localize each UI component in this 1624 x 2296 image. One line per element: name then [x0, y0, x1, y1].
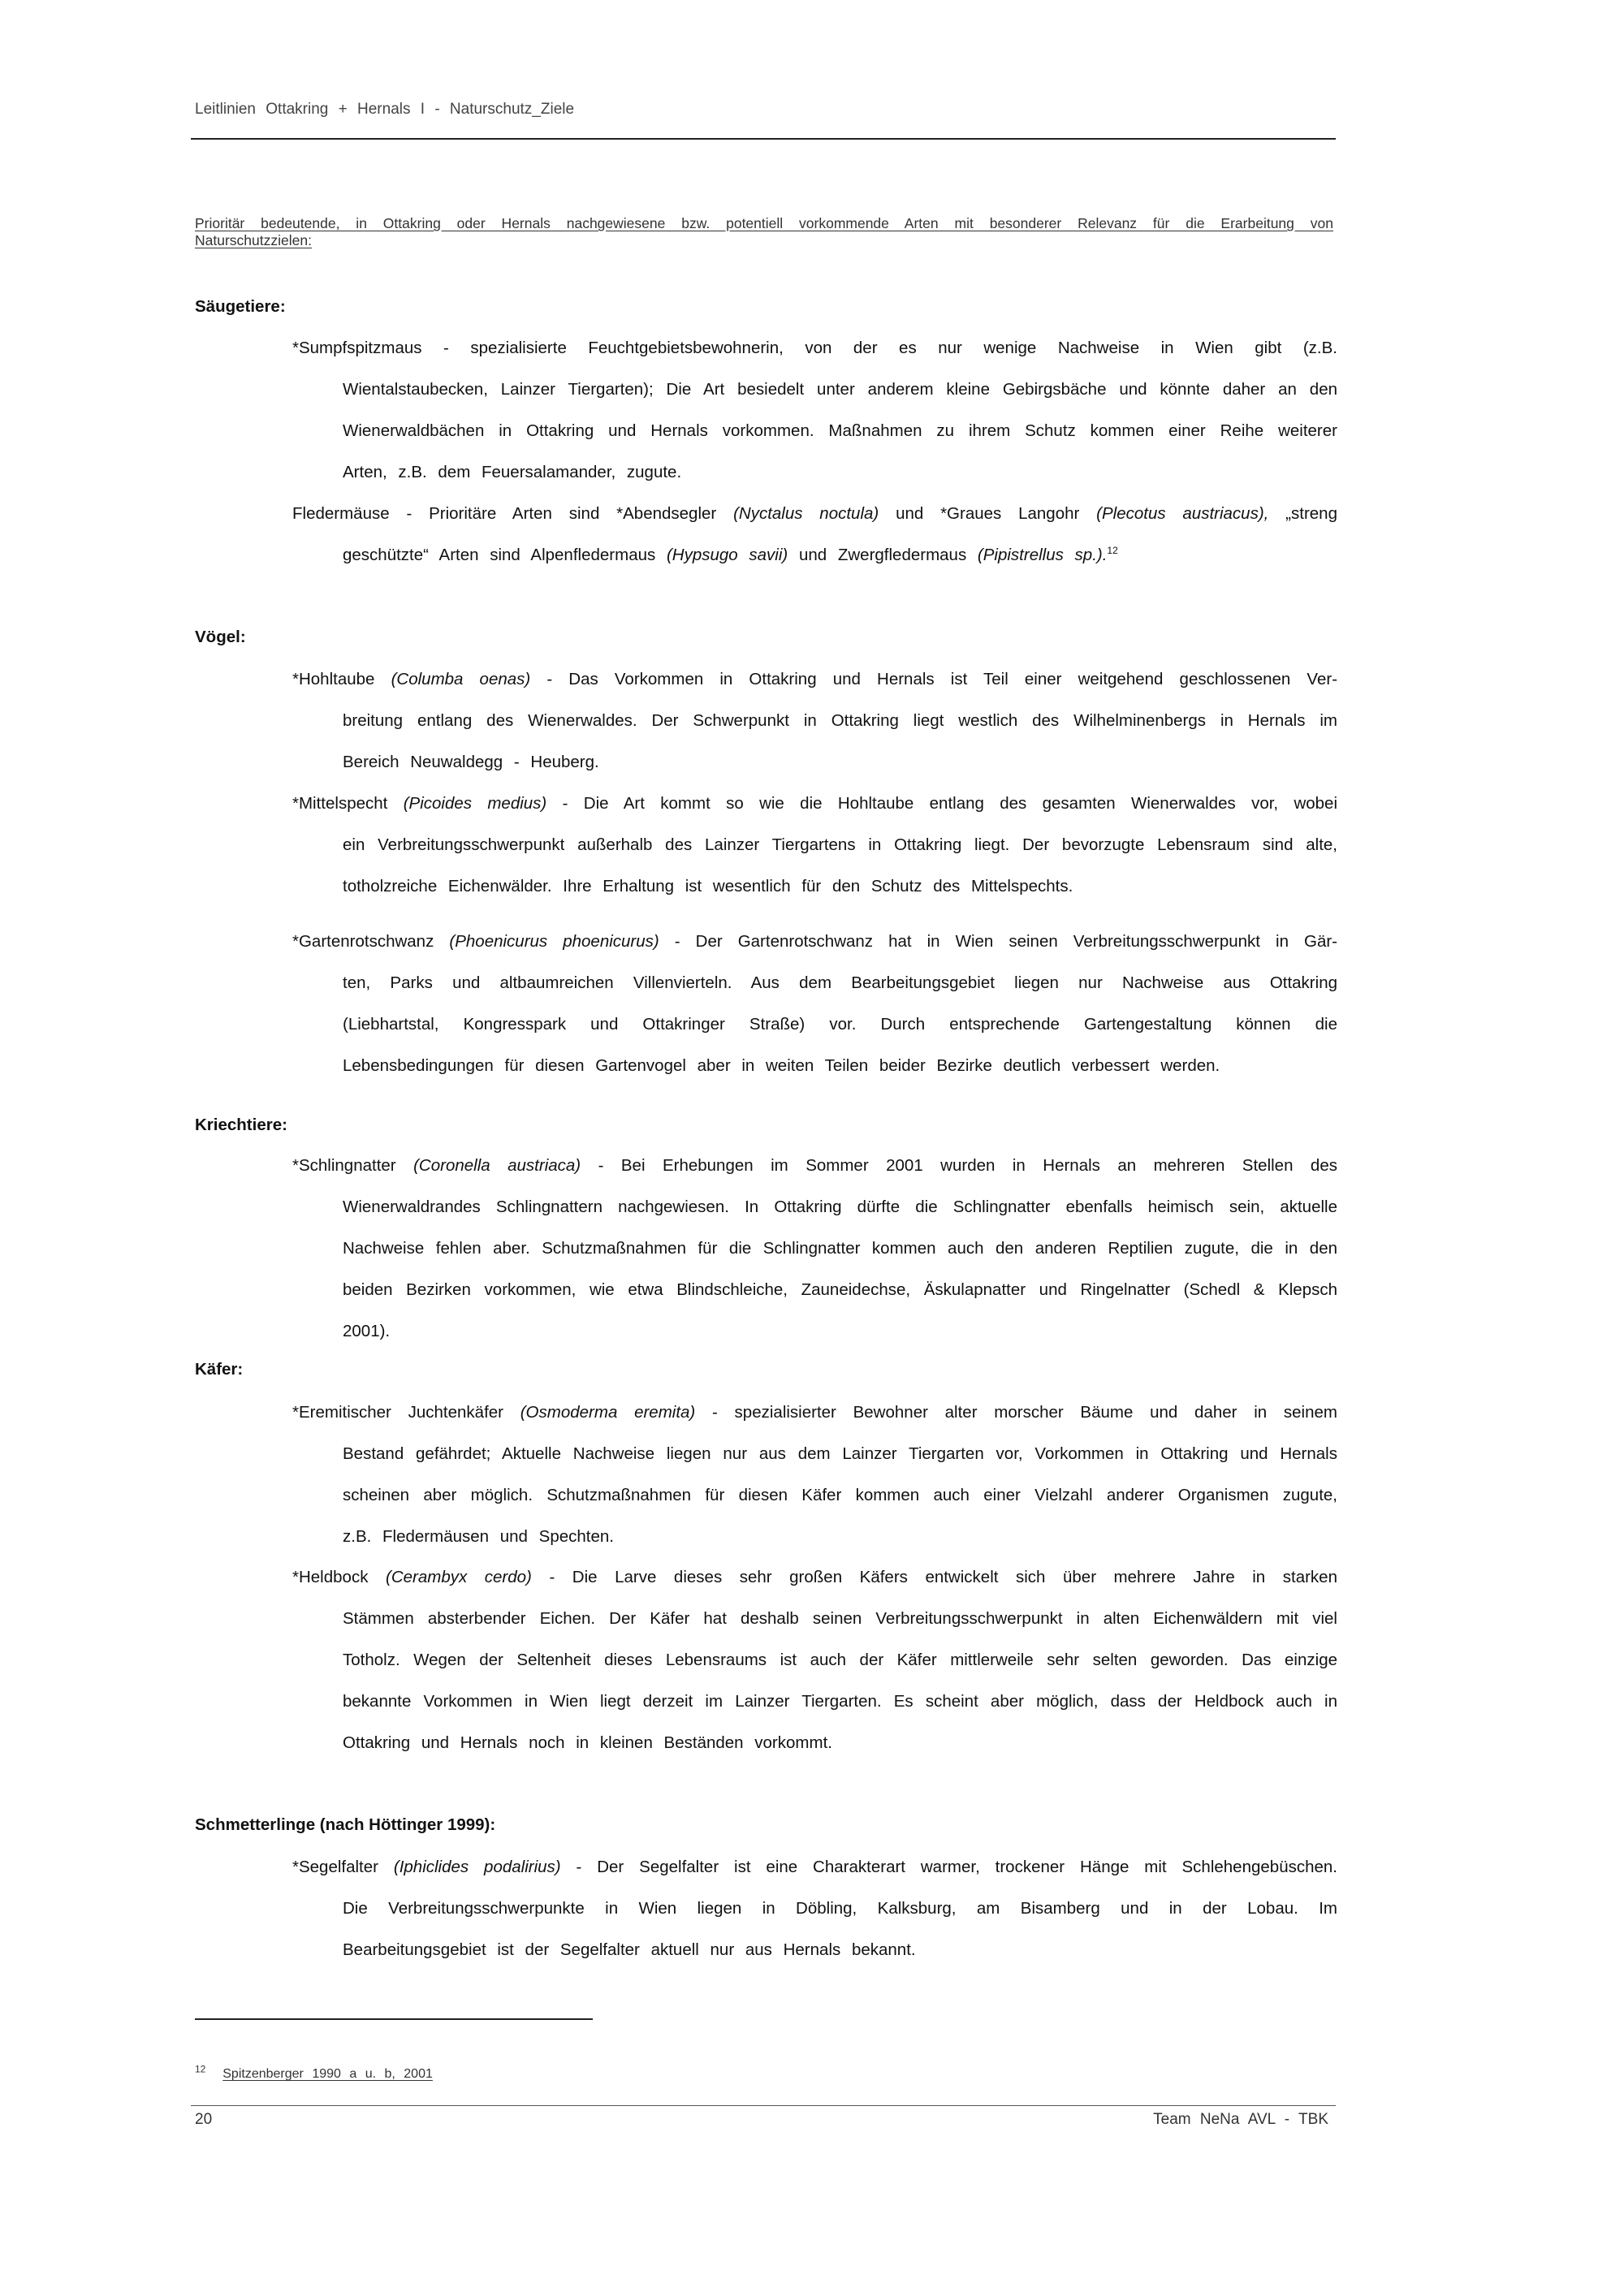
footnote [195, 2063, 433, 2082]
entry-juchtenkaefer [292, 1392, 1337, 1557]
header-rule [191, 138, 1336, 140]
entry-first-line: *Mittelspecht (Picoides medius) - Die Art kommt so wie die Hohltaube entlang des gesamten Wienerwaldes vor, wobei [292, 794, 1338, 813]
entry-schlingnatter [292, 1145, 1337, 1352]
running-header: Leitlinien Ottakring + Hernals I - Naturschutz_Ziele [195, 101, 575, 118]
entry-body: Wientalstaubecken, Lainzer Tiergarten); Die Art besiedelt unter anderem kleine Gebirgsbäche und könnte daher an den Wienerwaldbächen in Ottakring und Hernals vorkommen. Maßnahmen zu ihrem Schutz kommen einer Reihe weiterer Arten, z.B. dem Feuersalamander, zugute. [343, 380, 1337, 481]
entry-body: Bestand gefährdet; Aktuelle Nachweise liegen nur aus dem Lainzer Tiergarten vor, Vorkommen in Ottakring und Hernals scheinen aber möglich. Schutzmaßnahmen für diesen Käfer kommen auch einer Vielzahl anderer Organismen zugute, z.B. Fledermäusen und Spechten. [343, 1444, 1337, 1546]
heading-voegel: Vögel: [195, 628, 246, 646]
entry-heldbock [292, 1556, 1337, 1763]
entry-first-line: *Sumpfspitzmaus - spezialisierte Feuchtgebietsbewohnerin, von der es nur wenige Nachweise in Wien gibt (z.B. [292, 339, 1337, 357]
heading-schmetterlinge: Schmetterlinge (nach Höttinger 1999): [195, 1815, 496, 1834]
entry-body: Stämmen absterbender Eichen. Der Käfer hat deshalb seinen Verbreitungsschwerpunkt in alten Eichenwäldern mit viel Totholz. Wegen der Seltenheit dieses Lebensraums ist auch der Käfer mittlerweile sehr selten geworden. Das einzige bekannte Vorkommen in Wien liegt derzeit im Lainzer Tiergarten. Es scheint aber möglich, dass der Heldbock auch in Ottakring und Hernals noch in kleinen Beständen vorkommt. [343, 1609, 1337, 1752]
entry-body: Die Verbreitungsschwerpunkte in Wien liegen in Döbling, Kalksburg, am Bisamberg und in der Lobau. Im Bearbeitungsgebiet ist der Segelfalter aktuell nur aus Hernals bekannt. [343, 1899, 1337, 1959]
entry-body: ten, Parks und altbaumreichen Villenvierteln. Aus dem Bearbeitungsgebiet liegen nur Nachweise aus Ottakring (Liebhartstal, Kongresspark und Ottakringer Straße) vor. Durch entsprechende Gartengestaltung können die Lebensbedingungen für diesen Gartenvogel aber in weiten Teilen beider Bezirke deutlich verbessert werden. [343, 973, 1337, 1075]
entry-body: Wienerwaldrandes Schlingnattern nachgewiesen. In Ottakring dürfte die Schlingnatter ebenfalls heimisch sein, aktuelle Nachweise fehlen aber. Schutzmaßnahmen für die Schlingnatter kommen auch den anderen Reptilien zugute, die in den beiden Bezirken vorkommen, wie etwa Blindschleiche, Zauneidechse, Äskulapnatter und Ringelnatter (Schedl & Klepsch 2001). [343, 1198, 1337, 1340]
entry-first-line: *Segelfalter (Iphiclides podalirius) - Der Segelfalter ist eine Charakterart warmer, trockener Hänge mit Schlehengebüschen. [292, 1858, 1337, 1876]
entry-fledermaeuse [292, 493, 1337, 576]
intro-sentence: Prioritär bedeutende, in Ottakring oder Hernals nachgewiesene bzw. potentiell vorkommende Arten mit besonderer Relevanz für die Erarbeitung von Naturschutzzielen: [195, 215, 1333, 248]
entry-body: ein Verbreitungsschwerpunkt außerhalb des Lainzer Tiergartens in Ottakring liegt. Der bevorzugte Lebensraum sind alte, totholzreiche Eichenwälder. Ihre Erhaltung ist wesentlich für den Schutz des Mittelspechts. [343, 835, 1337, 896]
footnote-number: 12 [195, 2063, 206, 2075]
entry-sumpfspitzmaus [292, 327, 1337, 493]
heading-saeugetiere: Säugetiere: [195, 297, 286, 316]
entry-first-line: *Schlingnatter (Coronella austriaca) - Bei Erhebungen im Sommer 2001 wurden in Hernals an mehreren Stellen des [292, 1156, 1337, 1175]
entry-mittelspecht [292, 783, 1337, 907]
entry-hohltaube [292, 658, 1337, 783]
entry-first-line: *Hohltaube (Columba oenas) - Das Vorkommen in Ottakring und Hernals ist Teil einer weitgehend geschlossenen Ver- [292, 670, 1338, 688]
footer-rule [191, 2105, 1336, 2106]
entry-body: breitung entlang des Wienerwaldes. Der Schwerpunkt in Ottakring liegt westlich des Wilhelminenbergs in Hernals im Bereich Neuwaldegg - Heuberg. [343, 711, 1337, 771]
footnote-rule [195, 2018, 593, 2020]
heading-kriechtiere: Kriechtiere: [195, 1116, 287, 1134]
entry-first-line: Fledermäuse - Prioritäre Arten sind *Abendsegler (Nyctalus noctula) und *Graues Langohr (Plecotus austriacus), „streng [292, 504, 1337, 523]
entry-first-line: *Eremitischer Juchtenkäfer (Osmoderma eremita) - spezialisierter Bewohner alter morscher Bäume und daher in seinem [292, 1403, 1337, 1422]
footnote-reference: 12 [1107, 545, 1118, 557]
heading-kaefer: Käfer: [195, 1360, 244, 1379]
entry-first-line: *Heldbock (Cerambyx cerdo) - Die Larve dieses sehr großen Käfers entwickelt sich über mehrere Jahre in starken [292, 1568, 1337, 1586]
entry-gartenrotschwanz [292, 921, 1337, 1086]
footnote-text: Spitzenberger 1990 a u. b, 2001 [222, 2067, 433, 2081]
entry-body: geschützte“ Arten sind Alpenfledermaus (Hypsugo savii) und Zwergfledermaus (Pipistrellus sp.).$^{12}$ [343, 545, 1118, 564]
entry-segelfalter [292, 1846, 1337, 1970]
entry-first-line: *Gartenrotschwanz (Phoenicurus phoenicurus) - Der Gartenrotschwanz hat in Wien seinen Verbreitungsschwerpunkt in Gär- [292, 932, 1338, 951]
footer-team-label: Team NeNa AVL - TBK [1153, 2111, 1328, 2128]
page-number: 20 [195, 2111, 213, 2128]
